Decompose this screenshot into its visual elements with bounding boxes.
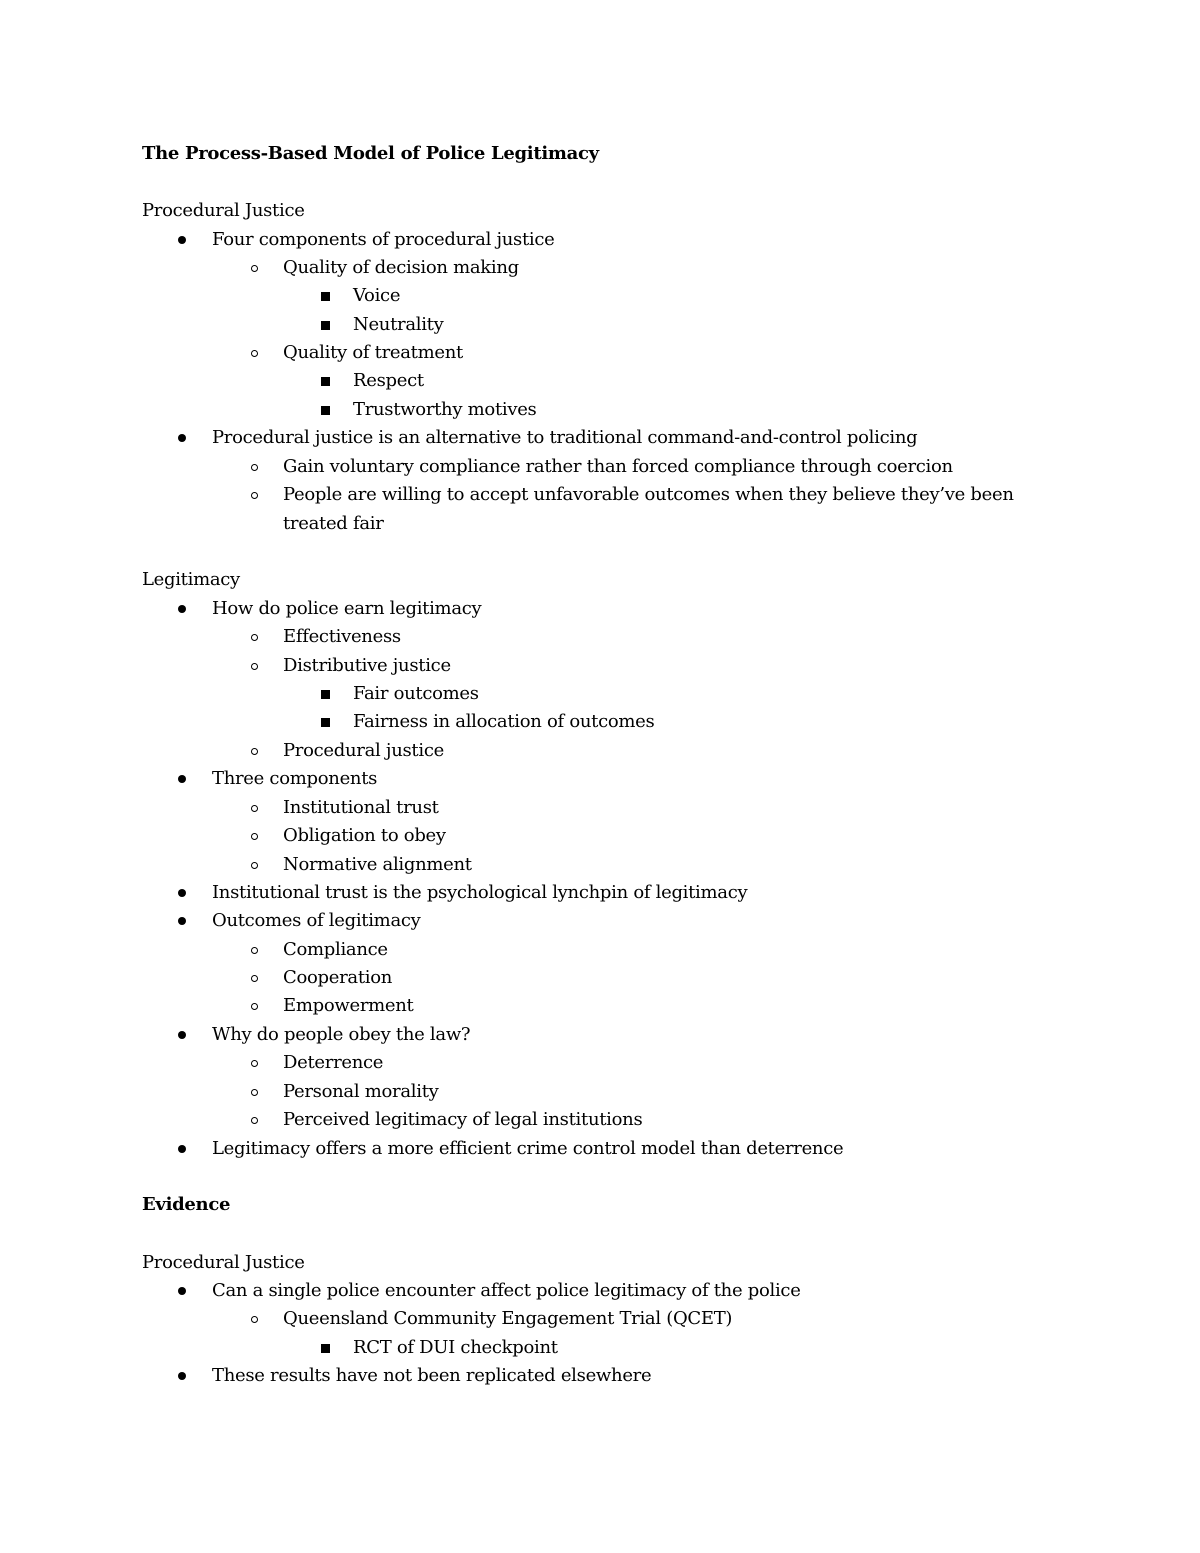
bullet-circle-icon: [247, 339, 261, 367]
list-item: Procedural justice: [0, 737, 1200, 765]
bullet-circle-icon: [247, 481, 261, 509]
list-item: Queensland Community Engagement Trial (QCET): [0, 1305, 1200, 1333]
bullet-square-icon: [318, 708, 332, 736]
bullet-circle-icon: [247, 964, 261, 992]
bullet-square-icon: [318, 1334, 332, 1362]
bullet-circle-icon: [247, 1078, 261, 1106]
bullet-circle-icon: [247, 254, 261, 282]
bullet-disc-icon: [175, 1362, 189, 1390]
list-item: Four components of procedural justice: [0, 226, 1200, 254]
bullet-disc-icon: [175, 1021, 189, 1049]
list-item: Legitimacy offers a more efficient crime control model than deterrence: [0, 1135, 1200, 1163]
list-item: Effectiveness: [0, 623, 1200, 651]
list-item: Outcomes of legitimacy: [0, 907, 1200, 935]
list-item: Deterrence: [0, 1049, 1200, 1077]
list-item: Can a single police encounter affect police legitimacy of the police: [0, 1277, 1200, 1305]
bullet-circle-icon: [247, 453, 261, 481]
list-item: Cooperation: [0, 964, 1200, 992]
list-item: Obligation to obey: [0, 822, 1200, 850]
list-item: Perceived legitimacy of legal institutions: [0, 1106, 1200, 1134]
bullet-circle-icon: [247, 1049, 261, 1077]
bullet-circle-icon: [247, 794, 261, 822]
bullet-square-icon: [318, 311, 332, 339]
bullet-disc-icon: [175, 595, 189, 623]
list-item: These results have not been replicated elsewhere: [0, 1362, 1200, 1390]
list-item: RCT of DUI checkpoint: [0, 1334, 1200, 1362]
list-item: Voice: [0, 282, 1200, 310]
bullet-circle-icon: [247, 1106, 261, 1134]
list-item: Distributive justice: [0, 652, 1200, 680]
list-item: Trustworthy motives: [0, 396, 1200, 424]
list-item: Institutional trust: [0, 794, 1200, 822]
list-item: Compliance: [0, 936, 1200, 964]
bullet-circle-icon: [247, 822, 261, 850]
bullet-disc-icon: [175, 879, 189, 907]
list-item: People are willing to accept unfavorable outcomes when they believe they’ve been: [0, 481, 1200, 509]
bullet-circle-icon: [247, 1305, 261, 1333]
list-item: Gain voluntary compliance rather than forced compliance through coercion: [0, 453, 1200, 481]
section-heading-procedural-justice: Procedural Justice: [142, 200, 305, 221]
list-item: Fairness in allocation of outcomes: [0, 708, 1200, 736]
bullet-disc-icon: [175, 765, 189, 793]
bullet-disc-icon: [175, 1135, 189, 1163]
section-heading-evidence-procedural-justice: Procedural Justice: [142, 1252, 305, 1273]
list-item: Quality of treatment: [0, 339, 1200, 367]
list-item: Fair outcomes: [0, 680, 1200, 708]
list-item: Personal morality: [0, 1078, 1200, 1106]
bullet-disc-icon: [175, 226, 189, 254]
bullet-disc-icon: [175, 424, 189, 452]
evidence-title: Evidence: [142, 1194, 231, 1215]
list-item-continuation: treated fair: [283, 513, 384, 534]
list-item: Neutrality: [0, 311, 1200, 339]
list-item: Empowerment: [0, 992, 1200, 1020]
bullet-square-icon: [318, 396, 332, 424]
bullet-circle-icon: [247, 652, 261, 680]
list-item: Three components: [0, 765, 1200, 793]
list-item: Why do people obey the law?: [0, 1021, 1200, 1049]
bullet-disc-icon: [175, 1277, 189, 1305]
bullet-circle-icon: [247, 992, 261, 1020]
bullet-square-icon: [318, 680, 332, 708]
list-item: Normative alignment: [0, 851, 1200, 879]
list-item: Respect: [0, 367, 1200, 395]
bullet-disc-icon: [175, 907, 189, 935]
list-item: Institutional trust is the psychological lynchpin of legitimacy: [0, 879, 1200, 907]
bullet-circle-icon: [247, 851, 261, 879]
bullet-circle-icon: [247, 737, 261, 765]
bullet-square-icon: [318, 367, 332, 395]
section-heading-legitimacy: Legitimacy: [142, 569, 240, 590]
list-item: How do police earn legitimacy: [0, 595, 1200, 623]
bullet-circle-icon: [247, 623, 261, 651]
list-item: Procedural justice is an alternative to traditional command-and-control policing: [0, 424, 1200, 452]
bullet-square-icon: [318, 282, 332, 310]
bullet-circle-icon: [247, 936, 261, 964]
document-title: The Process-Based Model of Police Legitimacy: [142, 143, 599, 164]
list-item: Quality of decision making: [0, 254, 1200, 282]
